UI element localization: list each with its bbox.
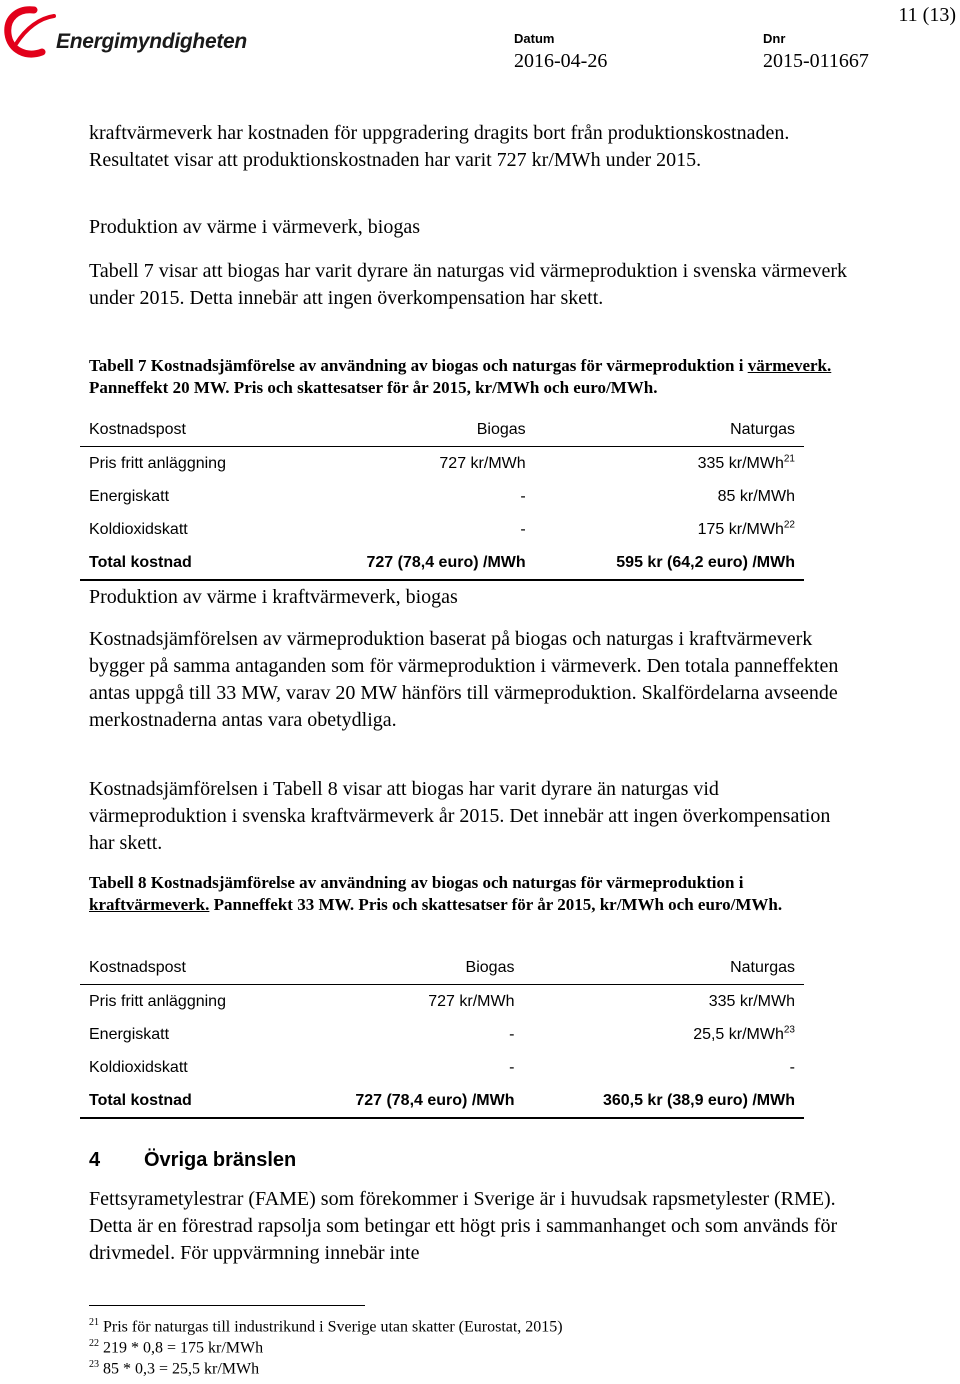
footnote-text: 85 * 0,3 = 25,5 kr/MWh (103, 1360, 260, 1378)
table-row (80, 480, 804, 513)
table-header-row (80, 414, 804, 447)
dnr-value: 2015-011667 (763, 50, 869, 72)
total-biogas: 727 (78,4 euro) /MWh (287, 1084, 524, 1118)
row-naturgas: - (789, 1058, 795, 1076)
footnote-ref: 21 (783, 453, 795, 465)
row-post: Pris fritt anläggning (89, 992, 226, 1010)
heat-paragraph: Tabell 7 visar att biogas har varit dyrare än naturgas vid värmeproduktion i svenska värmeverk under 2015. Detta innebär att ingen överkompensation har skett. (89, 260, 847, 309)
footnote-text: Pris för naturgas till industrikund i Sverige utan skatter (Eurostat, 2015) (103, 1318, 563, 1336)
section-4-heading (89, 1149, 296, 1172)
footnote-text: 219 * 0,8 = 175 kr/MWh (103, 1339, 264, 1357)
row-naturgas: 175 kr/MWh$^{22}$ (697, 519, 795, 538)
table-total-row (80, 546, 804, 580)
footnote-divider (89, 1305, 365, 1306)
section-4-paragraph: Fettsyrametylestrar (FAME) som förekommer i Sverige är i huvudsak rapsmetylester (RME). Detta är en förestrad rapsolja som betingar ett högt pris i sammanhanget och som används för drivmedel. För uppvärmning innebär inte (89, 1188, 838, 1264)
table8-caption: Tabell 8 Kostnadsjämförelse av användning av biogas och naturgas för värmeproduktion i kraftvärmeverk. Panneffekt 33 MW. Pris och skattesatser för år 2015, kr/MWh och euro/MWh. (89, 873, 783, 914)
header-biogas: Biogas (292, 414, 535, 447)
page-number: 11 (13) (898, 4, 956, 26)
chp-paragraph-1: Kostnadsjämförelsen av värmeproduktion baserat på biogas och naturgas i kraftvärmeverk bygger på samma antaganden som för värmeproduktion i värmeverk. Den totala panneffekten antas uppgå till 33 MW, varav 20 MW hänförs till värmeproduktion. Skalfördelarna avseende merkostnaderna antas vara obetydliga. (89, 628, 839, 731)
total-post: Total kostnad (80, 1084, 287, 1118)
row-naturgas: 335 kr/MWh$^{21}$ (697, 453, 795, 472)
date-value: 2016-04-26 (514, 50, 608, 72)
row-post: Energiskatt (89, 487, 170, 505)
table-row (80, 447, 804, 481)
intro-paragraph: kraftvärmeverk har kostnaden för uppgradering dragits bort från produktionskostnaden. Resultatet visar att produktionskostnaden har varit 727 kr/MWh under 2015. (89, 122, 790, 171)
date-label: Datum (514, 31, 555, 46)
row-biogas: 727 kr/MWh (439, 454, 526, 472)
table-header-row (80, 952, 804, 985)
total-naturgas: 595 kr (64,2 euro) /MWh (535, 546, 804, 580)
row-post: Koldioxidskatt (89, 520, 188, 538)
total-naturgas: 360,5 kr (38,9 euro) /MWh (523, 1084, 804, 1118)
table-row (80, 513, 804, 546)
row-post: Koldioxidskatt (89, 1058, 188, 1076)
row-naturgas: 335 kr/MWh (708, 992, 795, 1010)
total-post: Total kostnad (80, 546, 292, 580)
table7 (80, 414, 804, 581)
logo-swoosh-icon (4, 6, 60, 60)
table-row (80, 1051, 804, 1084)
section-heading-heat: Produktion av värme i värmeverk, biogas (89, 216, 421, 238)
header-naturgas: Naturgas (535, 414, 804, 447)
table-row (80, 1018, 804, 1051)
header-kostnadspost: Kostnadspost (80, 952, 287, 985)
logo-text: Energimyndigheten (56, 30, 247, 53)
footnote (89, 1338, 263, 1357)
row-biogas: - (520, 487, 526, 505)
total-biogas: 727 (78,4 euro) /MWh (292, 546, 535, 580)
footnote (89, 1359, 259, 1378)
section-title: Övriga bränslen (144, 1149, 297, 1171)
section-heading-chp: Produktion av värme i kraftvärmeverk, biogas (89, 586, 458, 608)
footnote-number: 22 (89, 1338, 99, 1349)
row-post: Energiskatt (89, 1025, 170, 1043)
row-naturgas: 85 kr/MWh (717, 487, 795, 505)
row-post: Pris fritt anläggning (89, 454, 226, 472)
table8-caption-underlined: kraftvärmeverk. (89, 895, 210, 914)
row-biogas: - (509, 1058, 515, 1076)
header-kostnadspost: Kostnadspost (80, 414, 292, 447)
energimyndigheten-logo (4, 6, 247, 60)
row-biogas: 727 kr/MWh (428, 992, 515, 1010)
section-number: 4 (89, 1149, 101, 1171)
footnote-ref: 23 (783, 1024, 795, 1036)
footnote-ref: 22 (783, 519, 795, 531)
chp-paragraph-2: Kostnadsjämförelsen i Tabell 8 visar att biogas har varit dyrare än naturgas vid värmeproduktion i svenska kraftvärmeverk år 2015. Det innebär att ingen överkompensation har skett. (89, 778, 831, 854)
footnote (89, 1317, 563, 1336)
row-naturgas: 25,5 kr/MWh$^{23}$ (693, 1024, 795, 1043)
row-biogas: - (509, 1025, 515, 1043)
table-total-row (80, 1084, 804, 1118)
header-naturgas: Naturgas (523, 952, 804, 985)
table7-caption: Tabell 7 Kostnadsjämförelse av användning av biogas och naturgas för värmeproduktion i värmeverk. Panneffekt 20 MW. Pris och skattesatser för år 2015, kr/MWh och euro/MWh. (89, 356, 832, 397)
table8 (80, 952, 804, 1119)
footnote-number: 23 (89, 1359, 99, 1370)
table7-caption-underlined: värmeverk. (747, 356, 832, 375)
footnote-number: 21 (89, 1317, 99, 1328)
dnr-label: Dnr (763, 31, 786, 46)
table-row (80, 985, 804, 1019)
row-biogas: - (520, 520, 526, 538)
header-biogas: Biogas (287, 952, 524, 985)
